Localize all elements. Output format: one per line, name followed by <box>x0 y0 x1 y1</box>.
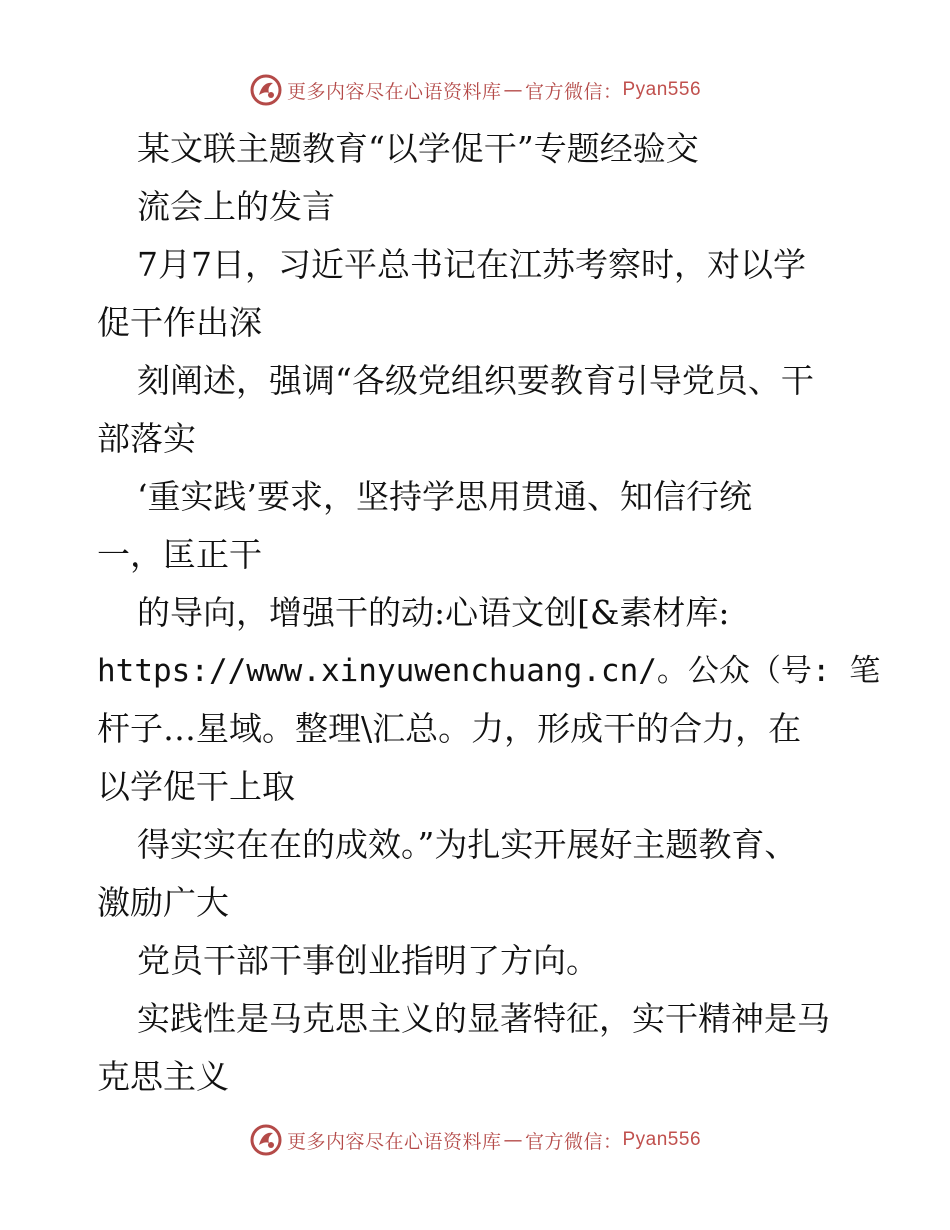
flame-emblem-icon <box>249 1123 283 1157</box>
document-line: 党员干部干事创业指明了方向。 <box>137 941 599 980</box>
document-line: 部落实 <box>97 419 196 458</box>
document-line: 一，匡正干 <box>97 535 262 574</box>
document-line: 以学促干上取 <box>97 767 295 806</box>
document-line: 克思主义 <box>97 1057 229 1096</box>
document-line: https://www.xinyuwenchuang.cn/。公众（号: 笔 <box>97 653 881 689</box>
document-line: 杆子…星域。整理\汇总。力，形成干的合力，在 <box>97 709 802 748</box>
document-line: 某文联主题教育“以学促干”专题经验交 <box>137 129 699 168</box>
watermark-text: 更多内容尽在心语资料库 <box>286 80 502 103</box>
document-line: ‘重实践’要求，坚持学思用贯通、知信行统 <box>137 477 752 516</box>
document-line: 得实实在在的成效。”为扎实开展好主题教育、 <box>137 825 798 864</box>
watermark-handle: Pyan556 <box>622 79 702 100</box>
document-line: 刻阐述，强调“各级党组织要教育引导党员、干 <box>137 361 814 400</box>
document-line: 激励广大 <box>97 883 229 922</box>
watermark-banner-bottom <box>0 1120 950 1160</box>
watermark-label: 官方微信： <box>524 1130 623 1153</box>
document-line: 促干作出深 <box>97 303 262 342</box>
document-line: 流会上的发言 <box>137 187 335 226</box>
document-line: 7月7日，习近平总书记在江苏考察时，对以学 <box>137 245 806 284</box>
watermark-text: 更多内容尽在心语资料库 <box>286 1130 502 1153</box>
watermark-banner-top <box>0 70 950 110</box>
document-body <box>97 120 897 1106</box>
watermark-dash: — <box>503 1129 523 1151</box>
document-line: 实践性是马克思主义的显著特征，实干精神是马 <box>137 999 830 1038</box>
watermark-handle: Pyan556 <box>622 1129 702 1150</box>
watermark-label: 官方微信： <box>524 80 623 103</box>
document-line: 的导向，增强干的动:心语文创[&素材库: <box>137 593 730 632</box>
flame-emblem-icon <box>249 73 283 107</box>
watermark-dash: — <box>503 79 523 101</box>
